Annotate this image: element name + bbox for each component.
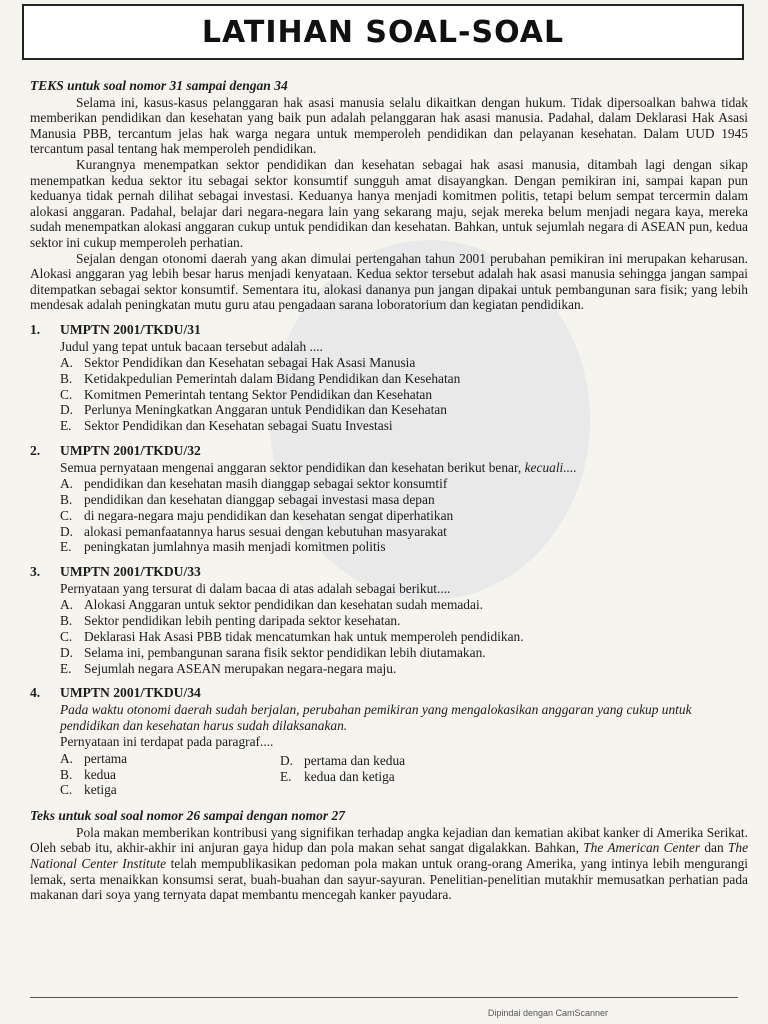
options-grid bbox=[60, 751, 748, 798]
question-number: 3. bbox=[30, 564, 41, 580]
title-banner bbox=[22, 4, 744, 60]
section1-paragraph-1: Selama ini, kasus-kasus pelanggaran hak asasi manusia selalu dikaitkan dengan hukum. Tidak dipersoalkan bahwa tidak memberikan pendidikan dan kesehatan yang baik pun adalah pelanggaran hak asasi manusia. Padahal, dalam Deklarasi Hak Asasi Manusia PBB, tercantum jelas hak warga negara untuk memperoleh pendidikan dan pelayanan kesehatan. Dalam UUD 1945 tercantum pasal tentang hak memperoleh pendidikan. bbox=[30, 94, 748, 157]
option-a: A. Sektor Pendidikan dan Kesehatan sebagai Hak Asasi Manusia bbox=[60, 355, 416, 371]
option-b: B. pendidikan dan kesehatan dianggap sebagai investasi masa depan bbox=[60, 492, 435, 508]
section1-paragraph-2: Kurangnya menempatkan sektor pendidikan dan kesehatan sebagai hak asasi manusia, ditambah lagi dengan sikap menempatkan kedua sektor itu sebagai sektor konsumtif sungguh amat disayangkan. Dengan pemikiran ini, sampai kapan pun keduanya tidak pernah dilihat sebagai investasi. Keduanya hanya menjadi komitmen politis, tetapi belum sempat tercermin dalam alokasi anggaran. Padahal, belajar dari negara-negara lain yang sekarang maju, sejak mereka belum menjadi negara kaya, mereka sudah menempatkan alokasi anggaran cukup untuk pendidikan dan kesehatan. Bahkan, untuk sejumlah negara di ASEAN pun, kedua sektor ini cukup memperoleh perhatian. bbox=[30, 156, 748, 250]
option-b: B. Ketidakpedulian Pemerintah dalam Bidang Pendidikan dan Kesehatan bbox=[60, 370, 461, 386]
question-stem: Pernyataan ini terdapat pada paragraf.... bbox=[60, 734, 274, 750]
question-number: 1. bbox=[30, 321, 41, 337]
option-d: D. pertama dan kedua bbox=[280, 752, 406, 768]
option-c: C. Komitmen Pemerintah tentang Sektor Pendidikan dan Kesehatan bbox=[60, 386, 433, 402]
option-b: B. kedua bbox=[60, 766, 116, 782]
question-stem: Pernyataan yang tersurat di dalam bacaa di atas adalah sebagai berikut.... bbox=[60, 580, 451, 596]
question-code: UMPTN 2001/TKDU/32 bbox=[60, 443, 201, 459]
section1-paragraph-3: Sejalan dengan otonomi daerah yang akan dimulai pertengahan tahun 2001 perubahan pemikiran ini merupakan keharusan. Alokasi anggaran yag lebih besar harus menjadi kenyataan. Kedua sektor tersebut adalah hak asasi manusia sehingga jangan sampai ditempatkan sebagai sektor konsumtif. Sementara itu, alokasi dananya pun jangan dipakai untuk pembangunan sara fisik; yang lebih mendesak adalah peningkatan mutu guru atau pengadaan sarana loboratorium dan kegiatan pendidikan. bbox=[30, 250, 748, 313]
options-right-column bbox=[280, 751, 748, 798]
question-number: 4. bbox=[30, 685, 41, 701]
option-d: D. Selama ini, pembangunan sarana fisik sektor pendidikan lebih diutamakan. bbox=[60, 644, 486, 660]
option-c: C. Deklarasi Hak Asasi PBB tidak mencatumkan hak untuk memperoleh pendidikan. bbox=[60, 629, 524, 645]
scanner-footer: Dipindai dengan CamScanner bbox=[487, 1008, 608, 1018]
question-code: UMPTN 2001/TKDU/34 bbox=[60, 685, 201, 701]
option-e: E. peningkatan jumlahnya masih menjadi komitmen politis bbox=[60, 539, 386, 555]
option-e: E. kedua dan ketiga bbox=[280, 768, 395, 784]
page-title: LATIHAN SOAL-SOAL bbox=[201, 14, 565, 50]
option-a: A. Alokasi Anggaran untuk sektor pendidikan dan kesehatan sudah memadai. bbox=[60, 597, 484, 613]
option-c: C. di negara-negara maju pendidikan dan kesehatan sengat diperhatikan bbox=[60, 507, 454, 523]
question-stem: Semua pernyataan mengenai anggaran sektor pendidikan dan kesehatan berikut benar, kecuali.... bbox=[60, 459, 577, 475]
section2 bbox=[30, 808, 748, 903]
question-code: UMPTN 2001/TKDU/33 bbox=[60, 564, 201, 580]
section1-heading: TEKS untuk soal nomor 31 sampai dengan 34 bbox=[30, 78, 288, 93]
option-c: C. ketiga bbox=[60, 782, 117, 798]
question-stem: Judul yang tepat untuk bacaan tersebut adalah .... bbox=[60, 338, 323, 354]
document-body bbox=[30, 78, 748, 903]
section2-heading: Teks untuk soal soal nomor 26 sampai dengan nomor 27 bbox=[30, 808, 345, 824]
question-2 bbox=[30, 443, 748, 555]
question-quote: Pada waktu otonomi daerah sudah berjalan, perubahan pemikiran yang mengalokasikan anggaran yang cukup untuk pendidikan dan kesehatan harus sudah dilaksanakan. bbox=[60, 702, 692, 733]
section2-paragraph: Pola makan memberikan kontribusi yang signifikan terhadap angka kejadian dan kematian akibat kanker di Amerika Serikat. Oleh sebab itu, akhir-akhir ini anjuran gaya hidup dan pola makan sehat sangat digalakkan. Bahkan, The American Center dan The National Center Institute telah mempublikasikan pedoman pola makan untuk orang-orang Amerika, yang intinya lebih mengurangi lemak, serta menaikkan konsumsi serat, buah-buahan dan sayur-sayuran. Penelitian-penelitian mutakhir memusatkan perhatian pada makanan dari soya yang ternyata dapat membantu mencegah kanker payudara. bbox=[30, 824, 749, 903]
option-d: D. alokasi pemanfaatannya harus sesuai dengan kebutuhan masyarakat bbox=[60, 523, 447, 539]
option-e: E. Sejumlah negara ASEAN merupakan negara-negara maju. bbox=[60, 660, 397, 676]
question-number: 2. bbox=[30, 443, 41, 459]
question-stem-emphasis: kecuali.... bbox=[524, 459, 577, 475]
question-4 bbox=[30, 685, 748, 798]
option-e: E. Sektor Pendidikan dan Kesehatan sebagai Suatu Investasi bbox=[60, 418, 393, 434]
option-a: A. pertama bbox=[60, 750, 128, 766]
question-code: UMPTN 2001/TKDU/31 bbox=[60, 321, 201, 337]
question-1 bbox=[30, 322, 748, 434]
options-left-column bbox=[60, 751, 280, 798]
option-a: A. pendidikan dan kesehatan masih dianggap sebagai sektor konsumtif bbox=[60, 476, 448, 492]
question-3 bbox=[30, 564, 748, 676]
option-b: B. Sektor pendidikan lebih penting daripada sektor kesehatan. bbox=[60, 613, 401, 629]
option-d: D. Perlunya Meningkatkan Anggaran untuk Pendidikan dan Kesehatan bbox=[60, 402, 447, 418]
footer-divider bbox=[30, 997, 738, 998]
